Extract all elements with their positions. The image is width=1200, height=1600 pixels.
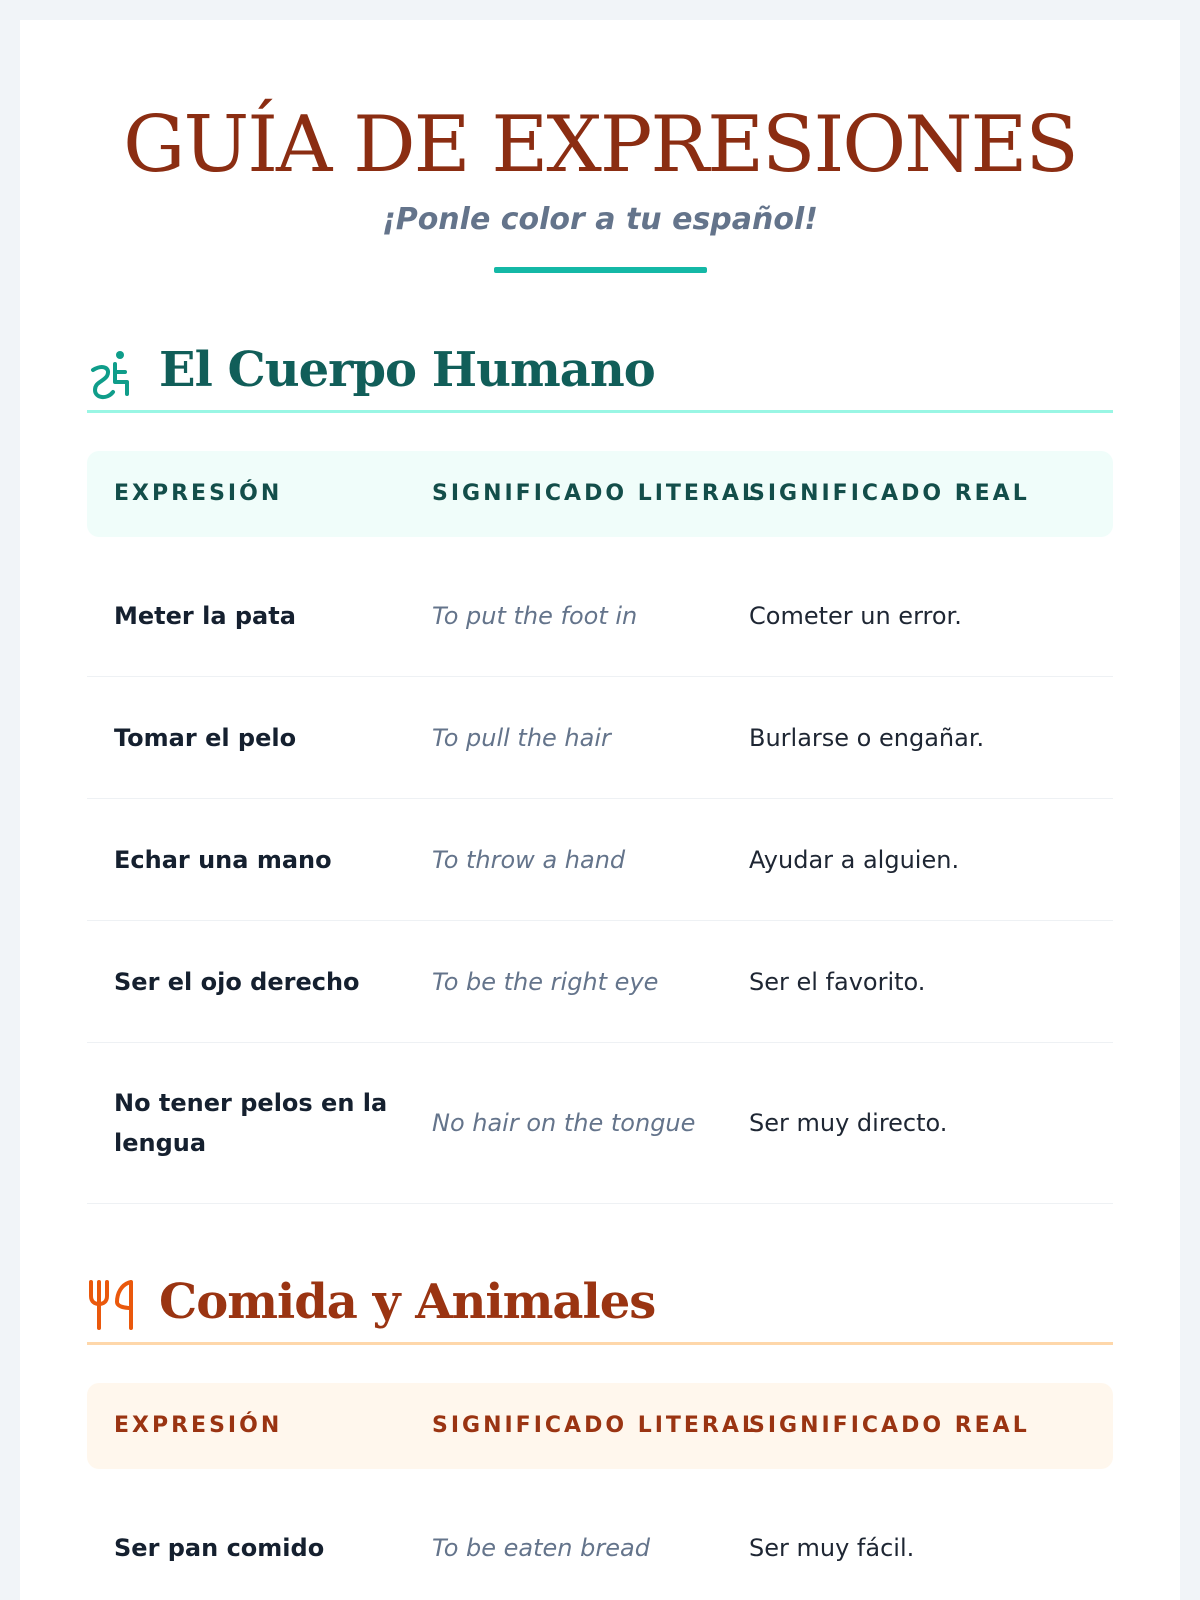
literal-cell: To be eaten bread (432, 1533, 650, 1562)
fork-knife-icon (87, 1278, 137, 1334)
column-header-real: SIGNIFICADO REAL (749, 1413, 1030, 1438)
literal-cell: To put the foot in (432, 601, 638, 630)
column-header-literal: SIGNIFICADO LITERAL (432, 1413, 759, 1438)
table-row (87, 799, 1113, 921)
real-meaning-cell: Ser muy fácil. (749, 1533, 915, 1562)
real-meaning-cell: Ser muy directo. (749, 1109, 948, 1137)
column-header-real: SIGNIFICADO REAL (749, 481, 1030, 506)
column-header-expression: EXPRESIÓN (114, 481, 283, 506)
expression-cell: Ser pan comido (114, 1533, 325, 1562)
section-header (87, 338, 1113, 418)
literal-cell: No hair on the tongue (432, 1109, 696, 1137)
real-meaning-cell: Burlarse o engañar. (749, 723, 985, 752)
expression-cell: Meter la pata (114, 601, 296, 630)
table-row (87, 1487, 1113, 1600)
expression-cell: Echar una mano (114, 845, 332, 874)
section-header (87, 1270, 1113, 1350)
column-header-expression: EXPRESIÓN (114, 1413, 283, 1438)
expression-cell: No tener pelos en la lengua (114, 1089, 388, 1157)
table-header (87, 451, 1113, 537)
table-row (87, 677, 1113, 799)
real-meaning-cell: Ayudar a alguien. (749, 845, 960, 874)
real-meaning-cell: Cometer un error. (749, 601, 962, 630)
literal-cell: To throw a hand (432, 845, 626, 874)
section-divider (87, 410, 1113, 413)
column-header-literal: SIGNIFICADO LITERAL (432, 481, 759, 506)
section-body (87, 338, 1113, 1157)
section-title: Comida y Animales (159, 1274, 656, 1330)
literal-cell: To be the right eye (432, 967, 659, 996)
page-title: GUÍA DE EXPRESIONES (123, 100, 1077, 190)
accessible-person-icon (87, 346, 137, 402)
table-row (87, 555, 1113, 677)
real-meaning-cell: Ser el favorito. (749, 967, 926, 996)
guide-card (20, 20, 1180, 1600)
title-divider (494, 267, 707, 273)
table-header (87, 1383, 1113, 1469)
expression-cell: Ser el ojo derecho (114, 967, 360, 996)
table-row (87, 1043, 1113, 1204)
section-title: El Cuerpo Humano (159, 342, 655, 398)
expression-cell: Tomar el pelo (114, 723, 297, 752)
page-subtitle: ¡Ponle color a tu español! (382, 202, 818, 237)
section-food-animals (87, 1270, 1113, 1562)
section-divider (87, 1342, 1113, 1345)
table-row (87, 921, 1113, 1043)
literal-cell: To pull the hair (432, 723, 611, 752)
